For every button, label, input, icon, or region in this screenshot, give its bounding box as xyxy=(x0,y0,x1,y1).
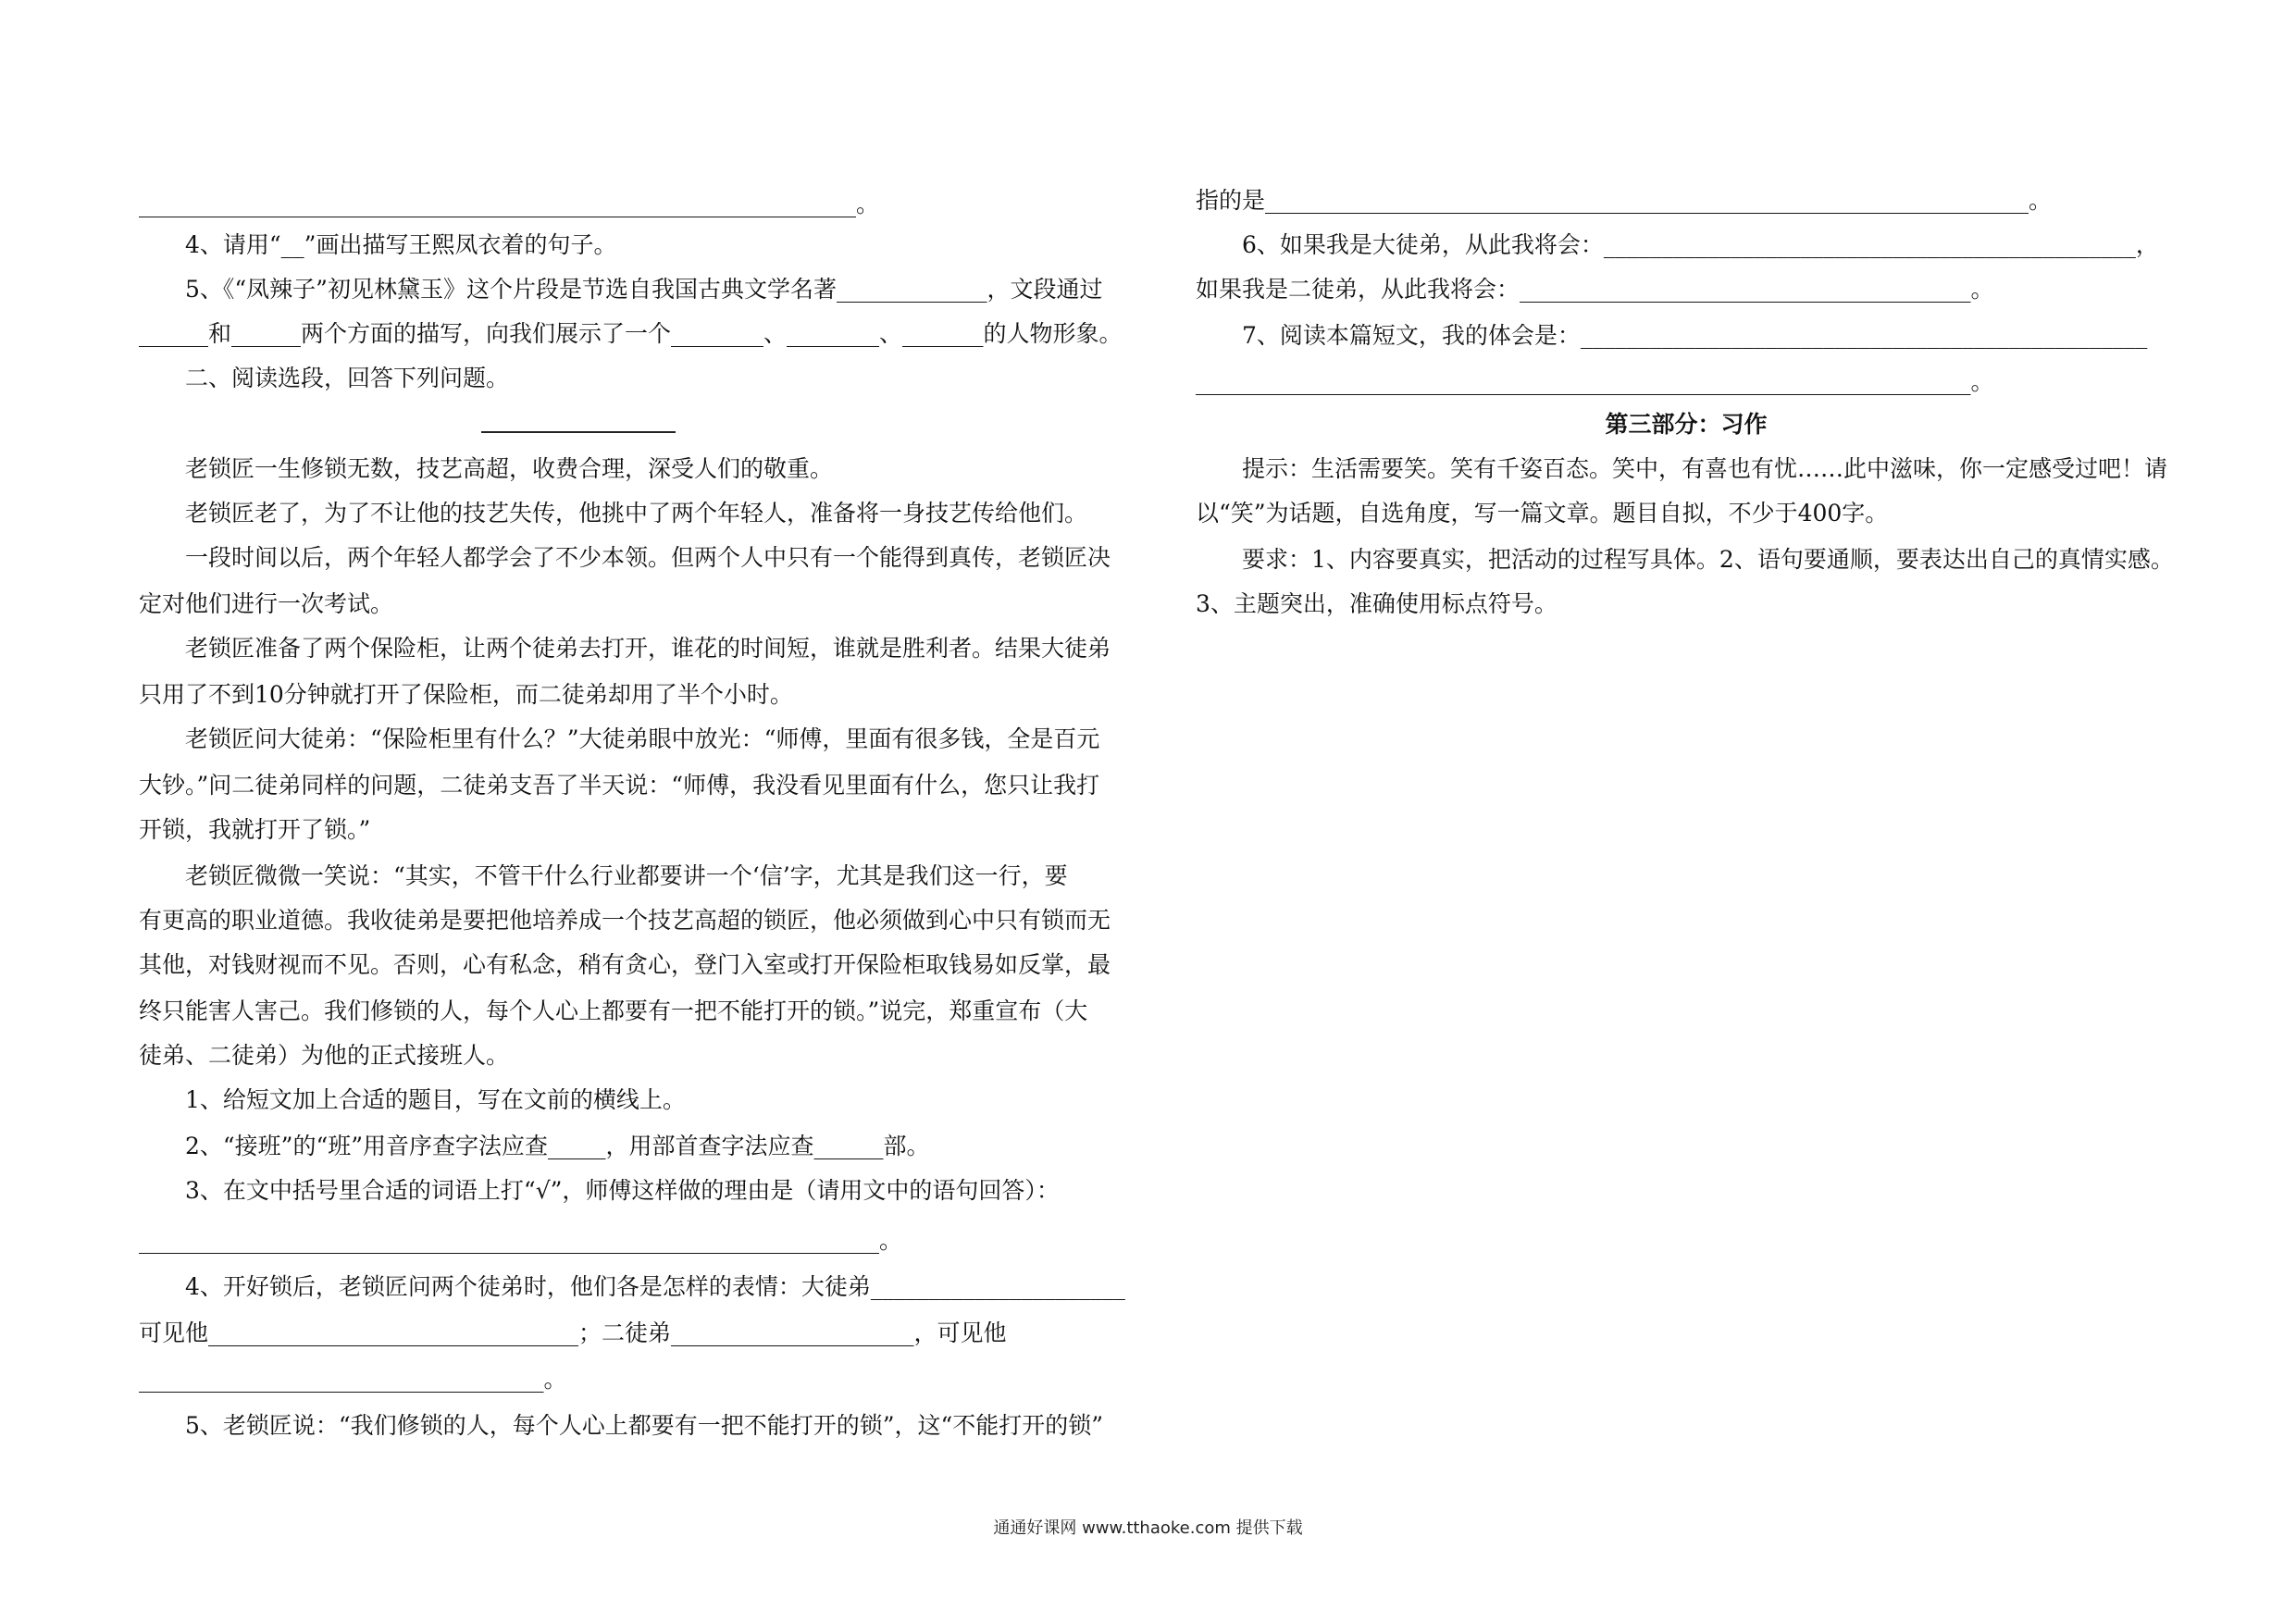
question-5: 5、《“凤辣子”初见林黛玉》这个片段是节选自我国古典文学名著_____________，文段通过 xyxy=(185,276,1103,303)
passage-line: 老锁匠老了，为了不让他的技艺失传，他挑中了两个年轻人，准备将一身技艺传给他们。 xyxy=(185,500,1088,527)
question-5-cont: ______和______两个方面的描写，向我们展示了一个________、________、_______的人物形象。 xyxy=(139,320,1123,347)
passage-line: 开锁，我就打开了锁。” xyxy=(139,816,371,843)
passage-line: 定对他们进行一次考试。 xyxy=(139,590,394,617)
question-4b-cont: 可见他________________________________；二徒弟_____________________，可见他 xyxy=(139,1319,1007,1346)
writing-requirements: 要求：1、内容要真实，把活动的过程写具体。2、语句要通顺，要表达出自己的真情实感。 xyxy=(1242,546,2174,573)
question-5b-cont: 指的是__________________________________________________________________。 xyxy=(1196,187,2053,214)
passage-line: 徒弟、二徒弟）为他的正式接班人。 xyxy=(139,1042,510,1069)
passage-line: 老锁匠微微一笑说：“其实，不管干什么行业都要讲一个‘信’字，尤其是我们这一行，要 xyxy=(185,862,1068,889)
question-3: 3、在文中括号里合适的词语上打“√”，师傅这样做的理由是（请用文中的语句回答）： xyxy=(185,1177,1060,1204)
passage-line: 老锁匠一生修锁无数，技艺高超，收费合理，深受人们的敬重。 xyxy=(185,455,834,482)
question-4: 4、请用“__”画出描写王熙凤衣着的句子。 xyxy=(185,231,617,258)
footer-source: 通通好课网 www.tthaoke.com 提供下载 xyxy=(993,1518,1303,1538)
answer-line: ___________________________________________________________________。 xyxy=(1196,368,1994,395)
writing-prompt: 提示：生活需要笑。笑有千姿百态。笑中，有喜也有忧……此中滋味，你一定感受过吧！请 xyxy=(1242,455,2168,482)
passage-line: 老锁匠准备了两个保险柜，让两个徒弟去打开，谁花的时间短，谁就是胜利者。结果大徒弟 xyxy=(185,635,1111,662)
passage-line: 老锁匠问大徒弟：“保险柜里有什么？”大徒弟眼中放光：“师傅，里面有很多钱，全是百元 xyxy=(185,725,1100,752)
passage-line: 有更高的职业道德。我收徒弟是要把他培养成一个技艺高超的锁匠，他必须做到心中只有锁而无 xyxy=(139,907,1111,934)
answer-line: ________________________________________________________________。 xyxy=(139,1227,903,1254)
question-1: 1、给短文加上合适的题目，写在文前的横线上。 xyxy=(185,1086,686,1113)
answer-line: ___________________________________。 xyxy=(139,1366,567,1393)
question-2: 2、“接班”的“班”用音序查字法应查_____，用部首查字法应查______部。 xyxy=(185,1133,930,1159)
section-three-heading: 第三部分：习作 xyxy=(1605,411,1768,438)
question-5b: 5、老锁匠说：“我们修锁的人，每个人心上都要有一把不能打开的锁”，这“不能打开的锁” xyxy=(185,1412,1104,1439)
answer-line: ______________________________________________________________。 xyxy=(139,191,880,217)
question-6: 6、如果我是大徒弟，从此我将会：______________________________________________， xyxy=(1242,231,2159,258)
writing-requirements-cont: 3、主题突出，准确使用标点符号。 xyxy=(1196,590,1558,617)
question-4b: 4、开好锁后，老锁匠问两个徒弟时，他们各是怎样的表情：大徒弟______________________ xyxy=(185,1273,1125,1300)
passage-line: 只用了不到10分钟就打开了保险柜，而二徒弟却用了半个小时。 xyxy=(139,681,793,708)
passage-line: 终只能害人害己。我们修锁的人，每个人心上都要有一把不能打开的锁。”说完，郑重宣布（大 xyxy=(139,997,1088,1024)
passage-line: 大钞。”问二徒弟同样的问题，二徒弟支吾了半天说：“师傅，我没看见里面有什么，您只让我打 xyxy=(139,772,1100,799)
section-two-heading: 二、阅读选段，回答下列问题。 xyxy=(185,365,510,391)
writing-prompt-cont: 以“笑”为话题，自选角度，写一篇文章。题目自拟，不少于400字。 xyxy=(1196,500,1889,527)
title-blank-line xyxy=(481,431,676,433)
question-7: 7、阅读本篇短文，我的体会是：_________________________________________________ xyxy=(1242,322,2148,349)
passage-line: 其他，对钱财视而不见。否则，心有私念，稍有贪心，登门入室或打开保险柜取钱易如反掌，最 xyxy=(139,951,1111,978)
question-6-cont: 如果我是二徒弟，从此我将会：_______________________________________。 xyxy=(1196,276,1994,303)
passage-line: 一段时间以后，两个年轻人都学会了不少本领。但两个人中只有一个能得到真传，老锁匠决 xyxy=(185,544,1111,571)
